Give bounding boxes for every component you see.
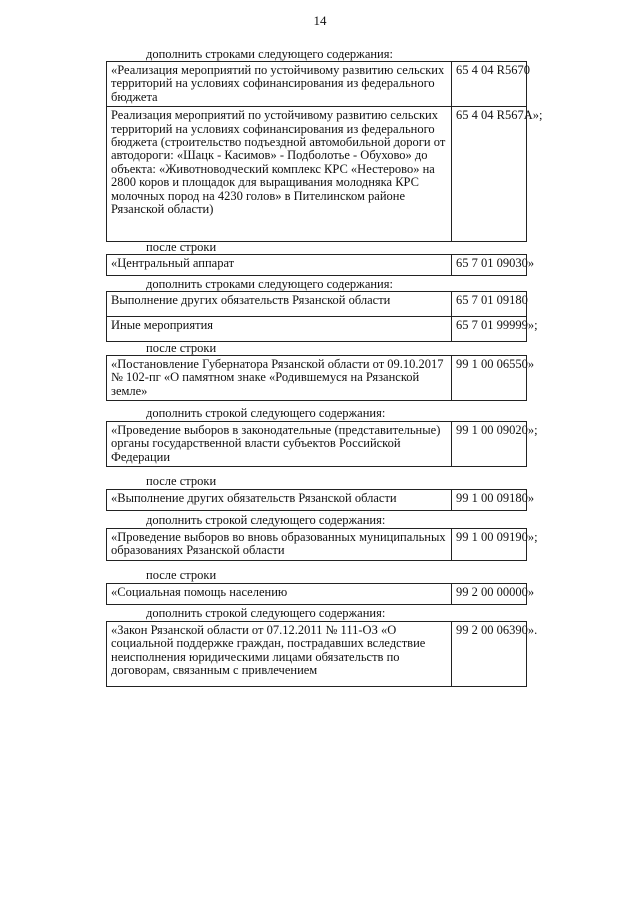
table-row [107,490,527,511]
row-code: 65 7 01 09180 [452,292,527,317]
row-name: Реализация мероприятий по устойчивому развитию сельских территорий на условиях софинансирования из федерального бюджета (строительство подъездной автомобильной дороги от автодороги: «Шацк - Касимов» - Подболотье - Обухово» до объекта: «Животноводческий комплекс КРС «Нестерово» на 2800 коров и площадок для выращивания молодняка КРС молочных пород на 4230 голов» в Пителинском районе Рязанской области) [107,107,452,242]
row-code: 99 1 00 06550» [452,356,527,401]
row-code: 99 1 00 09180» [452,490,527,511]
instruction-text: после строки [146,568,217,582]
code-table [106,621,538,687]
row-name: «Выполнение других обязательств Рязанской области [107,490,452,511]
table-row [107,356,527,401]
row-name: «Закон Рязанской области от 07.12.2011 № 111-ОЗ «О социальной поддержке граждан, пострадавших вследствие неисполнения юридическими лицами обязательств по договорам, связанным с привлечением [107,622,452,687]
row-name: «Постановление Губернатора Рязанской области от 09.10.2017 № 102-пг «О памятном знаке «Родившемуся на Рязанской земле» [107,356,452,401]
row-name: «Проведение выборов во вновь образованных муниципальных образованиях Рязанской области [107,529,452,561]
table-row [107,584,527,605]
table-row [107,422,527,467]
row-code: 65 4 04 R5670 [452,62,527,107]
code-table [106,583,535,605]
code-table [106,355,535,401]
code-table [106,421,538,467]
row-name: «Социальная помощь населению [107,584,452,605]
row-code: 99 1 00 09190»; [452,529,527,561]
row-name: «Проведение выборов в законодательные (представительные) органы государственной власти субъектов Российской Федерации [107,422,452,467]
row-name: Иные мероприятия [107,317,452,342]
code-table [106,489,535,511]
row-code: 65 7 01 09030» [452,255,527,276]
table-row [107,622,527,687]
page-number: 14 [313,13,327,28]
row-name: Выполнение других обязательств Рязанской области [107,292,452,317]
table-row [107,107,527,242]
instruction-text: дополнить строками следующего содержания: [146,277,393,291]
instruction-text: дополнить строкой следующего содержания: [146,406,386,420]
instruction-text: дополнить строкой следующего содержания: [146,513,386,527]
table-row [107,292,527,317]
instruction-text: дополнить строкой следующего содержания: [146,606,386,620]
row-code: 65 7 01 99999»; [452,317,527,342]
row-code: 99 2 00 00000» [452,584,527,605]
table-row [107,317,527,342]
instruction-text: после строки [146,474,217,488]
row-code: 99 1 00 09020»; [452,422,527,467]
row-code: 99 2 00 06390». [452,622,527,687]
row-name: «Реализация мероприятий по устойчивому развитию сельских территорий на условиях софинансирования из федерального бюджета [107,62,452,107]
code-table [106,291,538,342]
table-row [107,62,527,107]
instruction-text: дополнить строками следующего содержания: [146,47,393,61]
row-name: «Центральный аппарат [107,255,452,276]
table-row [107,529,527,561]
code-table [106,61,543,242]
table-row [107,255,527,276]
row-code: 65 4 04 R567A»; [452,107,527,242]
instruction-text: после строки [146,341,217,355]
code-table [106,254,535,276]
code-table [106,528,538,561]
instruction-text: после строки [146,240,217,254]
